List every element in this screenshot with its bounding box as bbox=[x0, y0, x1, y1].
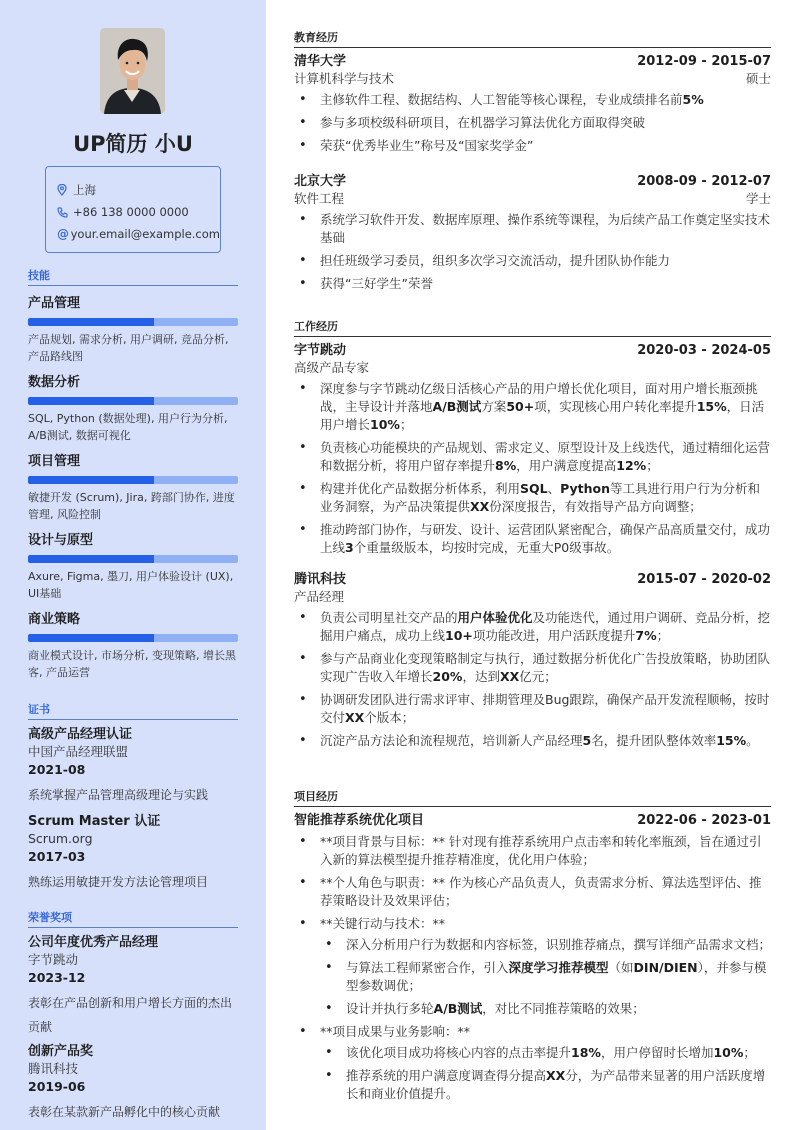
bullet-item bbox=[294, 114, 771, 132]
job-role: 产品经理 bbox=[294, 589, 345, 604]
job-role: 高级产品专家 bbox=[294, 360, 370, 375]
bullet-text: 获得“三好学生”荣誉 bbox=[320, 276, 433, 291]
skills-section bbox=[28, 267, 238, 681]
degree: 硕士 bbox=[745, 71, 771, 86]
bullet-text: **项目成果与业务影响：** bbox=[320, 1024, 471, 1039]
sidebar bbox=[0, 0, 266, 1130]
work-date: 2020-03 - 2024-05 bbox=[637, 343, 771, 358]
skill-level-fill bbox=[28, 476, 154, 484]
bullet-item bbox=[294, 380, 771, 434]
skill-item bbox=[28, 450, 238, 523]
award-desc: 表彰在某款新产品孵化中的核心贡献 bbox=[28, 1105, 221, 1119]
bullet-text: **关键行动与技术：** bbox=[320, 916, 446, 931]
entry-subheader bbox=[294, 70, 771, 87]
degree: 学士 bbox=[745, 191, 771, 206]
candidate-name: UP简历 小U bbox=[73, 132, 193, 156]
bullet-item bbox=[294, 439, 771, 475]
skill-item bbox=[28, 529, 238, 602]
education-section bbox=[294, 29, 771, 298]
bullet-item bbox=[294, 691, 771, 727]
bullet-text: 担任班级学习委员，组织多次学习交流活动，提升团队协作能力 bbox=[320, 253, 671, 268]
certificates-section bbox=[28, 701, 238, 894]
bullet-text: 负责核心功能模块的产品规划、需求定义、原型设计及上线迭代，通过精细化运营和数据分析，将用户留存率提升8%，用户满意度提高12%； bbox=[320, 440, 771, 473]
major: 软件工程 bbox=[294, 191, 345, 206]
skill-name: 数据分析 bbox=[28, 375, 81, 390]
bullet-text: 协调研发团队进行需求评审、排期管理及Bug跟踪，确保产品开发流程顺畅，按时交付XX个版本； bbox=[320, 692, 770, 725]
certificate-item bbox=[28, 813, 238, 894]
education-title: 教育经历 bbox=[294, 29, 771, 48]
bullet-text: **项目背景与目标：** 针对现有推荐系统用户点击率和转化率瓶颈，旨在通过引入新的算法模型提升推荐精准度，优化用户体验； bbox=[320, 834, 762, 867]
award-item bbox=[28, 934, 238, 1039]
projects-title: 项目经历 bbox=[294, 788, 771, 807]
award-date: 2019-06 bbox=[28, 1079, 86, 1094]
award-name: 公司年度优秀产品经理 bbox=[28, 935, 159, 950]
certificate-desc: 熟练运用敏捷开发方法论管理项目 bbox=[28, 875, 209, 889]
bullet-item bbox=[294, 137, 771, 155]
bullet-item bbox=[294, 521, 771, 557]
skills-title: 技能 bbox=[28, 267, 238, 286]
bullet-item bbox=[294, 211, 771, 247]
phone-text[interactable]: +86 138 0000 0000 bbox=[73, 205, 189, 219]
certificate-desc: 系统掌握产品管理高级理论与实践 bbox=[28, 788, 209, 802]
bullet-text: 参与产品商业化变现策略制定与执行，通过数据分析优化广告投放策略，协助团队实现广告收入年增长20%，达到XX亿元； bbox=[320, 651, 771, 684]
certificate-name: 高级产品经理认证 bbox=[28, 727, 133, 742]
major: 计算机科学与技术 bbox=[294, 71, 395, 86]
bullet-text: 参与多项校级科研项目，在机器学习算法优化方面取得突破 bbox=[320, 115, 646, 130]
skill-name: 项目管理 bbox=[28, 454, 81, 469]
skill-item bbox=[28, 371, 238, 444]
skill-item bbox=[28, 608, 238, 681]
entry-header bbox=[294, 812, 771, 829]
project-bullets bbox=[294, 833, 771, 1103]
bullet-item bbox=[294, 650, 771, 686]
project-entry bbox=[294, 812, 771, 1103]
skill-level-bar bbox=[28, 634, 238, 642]
education-bullets bbox=[294, 91, 771, 155]
email-link[interactable]: your.email@example.com bbox=[70, 227, 220, 241]
awards-title: 荣誉奖项 bbox=[28, 909, 238, 928]
skill-keywords: SQL, Python (数据处理), 用户行为分析, A/B测试, 数据可视化 bbox=[28, 412, 228, 442]
bullet-item bbox=[294, 609, 771, 645]
bullet-item bbox=[294, 1023, 771, 1103]
bullet-text: 荣获“优秀毕业生”称号及“国家奖学金” bbox=[320, 138, 534, 153]
bullet-item bbox=[320, 936, 771, 954]
work-entry bbox=[294, 571, 771, 750]
projects-section bbox=[294, 788, 771, 1108]
entry-header bbox=[294, 53, 771, 70]
skill-level-bar bbox=[28, 476, 238, 484]
bullet-item bbox=[320, 1067, 771, 1103]
education-date: 2008-09 - 2012-07 bbox=[637, 174, 771, 189]
skill-level-bar bbox=[28, 555, 238, 563]
entry-subheader bbox=[294, 359, 771, 376]
bullet-text: 推动跨部门协作，与研发、设计、运营团队紧密配合，确保产品高质量交付，成功上线3个重量级版本，均按时完成，无重大P0级事故。 bbox=[320, 522, 771, 555]
sub-bullets bbox=[320, 1044, 771, 1103]
skill-keywords: 敏捷开发 (Scrum), Jira, 跨部门协作, 进度管理, 风险控制 bbox=[28, 491, 235, 521]
work-bullets bbox=[294, 380, 771, 557]
contact-phone bbox=[57, 201, 220, 223]
education-bullets bbox=[294, 211, 771, 293]
work-bullets bbox=[294, 609, 771, 750]
bullet-item bbox=[320, 1044, 771, 1062]
education-date: 2012-09 - 2015-07 bbox=[637, 54, 771, 69]
bullet-item bbox=[294, 732, 771, 750]
map-pin-icon bbox=[57, 184, 73, 196]
school-name: 北京大学 bbox=[294, 174, 347, 189]
school-name: 清华大学 bbox=[294, 54, 347, 69]
bullet-text: 与算法工程师紧密合作，引入深度学习推荐模型（如DIN/DIEN），并参与模型参数调优； bbox=[346, 960, 767, 993]
skill-level-bar bbox=[28, 318, 238, 326]
bullet-item bbox=[294, 480, 771, 516]
bullet-item bbox=[320, 1000, 771, 1018]
bullet-item bbox=[294, 833, 771, 869]
bullet-text: 设计并执行多轮A/B测试，对比不同推荐策略的效果； bbox=[346, 1001, 645, 1016]
bullet-item bbox=[294, 91, 771, 109]
contact-box bbox=[45, 166, 221, 253]
bullet-text: **个人角色与职责：** 作为核心产品负责人，负责需求分析、算法选型评估、推荐策略设计及效果评估； bbox=[320, 875, 762, 908]
certificate-date: 2021-08 bbox=[28, 762, 86, 777]
skill-name: 商业策略 bbox=[28, 612, 81, 627]
skill-level-fill bbox=[28, 318, 154, 326]
bullet-text: 主修软件工程、数据结构、人工智能等核心课程，专业成绩排名前5% bbox=[320, 92, 704, 107]
bullet-item bbox=[294, 275, 771, 293]
at-sign-icon: @ bbox=[57, 227, 69, 241]
bullet-text: 沉淀产品方法论和流程规范，培训新人产品经理5名，提升团队整体效率15%。 bbox=[320, 733, 759, 748]
certificate-org: 中国产品经理联盟 bbox=[28, 744, 129, 759]
education-entry bbox=[294, 53, 771, 155]
skill-keywords: Axure, Figma, 墨刀, 用户体验设计 (UX), UI基础 bbox=[28, 570, 234, 600]
bullet-text: 深度参与字节跳动亿级日活核心产品的用户增长优化项目，面对用户增长瓶颈挑战，主导设计并落地A/B测试方案50+项，实现核心用户转化率提升15%，日活用户增长10%； bbox=[320, 381, 765, 432]
entry-subheader bbox=[294, 190, 771, 207]
project-name: 智能推荐系统优化项目 bbox=[294, 813, 425, 828]
award-org: 腾讯科技 bbox=[28, 1061, 79, 1076]
award-org: 字节跳动 bbox=[28, 952, 79, 967]
bullet-text: 负责公司明星社交产品的用户体验优化及功能迭代，通过用户调研、竞品分析，挖掘用户痛点，成功上线10+项功能改进，用户活跃度提升7%； bbox=[320, 610, 771, 643]
company-name: 腾讯科技 bbox=[294, 572, 347, 587]
bullet-text: 深入分析用户行为数据和内容标签，识别推荐痛点，撰写详细产品需求文档； bbox=[346, 937, 772, 952]
award-item bbox=[28, 1043, 238, 1124]
skill-name: 设计与原型 bbox=[28, 533, 94, 548]
skill-keywords: 商业模式设计, 市场分析, 变现策略, 增长黑客, 产品运营 bbox=[28, 649, 236, 679]
certificate-name: Scrum Master 认证 bbox=[28, 814, 161, 829]
certificate-item bbox=[28, 726, 238, 807]
bullet-item bbox=[320, 959, 771, 995]
entry-header bbox=[294, 342, 771, 359]
work-section bbox=[294, 318, 771, 755]
sub-bullets bbox=[320, 936, 771, 1018]
bullet-item bbox=[294, 874, 771, 910]
skill-level-fill bbox=[28, 397, 154, 405]
certificates-title: 证书 bbox=[28, 701, 238, 720]
work-title: 工作经历 bbox=[294, 318, 771, 337]
bullet-text: 构建并优化产品数据分析体系，利用SQL、Python等工具进行用户行为分析和业务洞察，为产品决策提供XX份深度报告，有效指导产品方向调整； bbox=[320, 481, 761, 514]
award-date: 2023-12 bbox=[28, 970, 86, 985]
skill-level-fill bbox=[28, 555, 154, 563]
certificate-org: Scrum.org bbox=[28, 831, 93, 846]
company-name: 字节跳动 bbox=[294, 343, 347, 358]
phone-icon bbox=[57, 207, 73, 218]
avatar-photo bbox=[100, 28, 165, 114]
work-date: 2015-07 - 2020-02 bbox=[637, 572, 771, 587]
skill-level-bar bbox=[28, 397, 238, 405]
entry-header bbox=[294, 173, 771, 190]
award-desc: 表彰在产品创新和用户增长方面的杰出贡献 bbox=[28, 996, 233, 1034]
education-entry bbox=[294, 173, 771, 293]
bullet-text: 推荐系统的用户满意度调查得分提高XX分，为产品带来显著的用户活跃度增长和商业价值提升。 bbox=[346, 1068, 766, 1101]
skill-name: 产品管理 bbox=[28, 296, 81, 311]
entry-header bbox=[294, 571, 771, 588]
award-name: 创新产品奖 bbox=[28, 1044, 94, 1059]
bullet-text: 系统学习软件开发、数据库原理、操作系统等课程，为后续产品工作奠定坚实技术基础 bbox=[320, 212, 771, 245]
entry-subheader bbox=[294, 588, 771, 605]
contact-location bbox=[57, 179, 220, 201]
bullet-item bbox=[294, 252, 771, 270]
bullet-text: 该优化项目成功将核心内容的点击率提升18%，用户停留时长增加10%； bbox=[346, 1045, 756, 1060]
work-entry bbox=[294, 342, 771, 557]
contact-email bbox=[57, 223, 220, 245]
skill-item bbox=[28, 292, 238, 365]
location-text: 上海 bbox=[73, 183, 96, 197]
certificate-date: 2017-03 bbox=[28, 849, 86, 864]
project-date: 2022-06 - 2023-01 bbox=[637, 813, 771, 828]
bullet-item bbox=[294, 915, 771, 1018]
skill-keywords: 产品规划, 需求分析, 用户调研, 竞品分析, 产品路线图 bbox=[28, 333, 229, 363]
awards-section bbox=[28, 909, 238, 1124]
skill-level-fill bbox=[28, 634, 154, 642]
